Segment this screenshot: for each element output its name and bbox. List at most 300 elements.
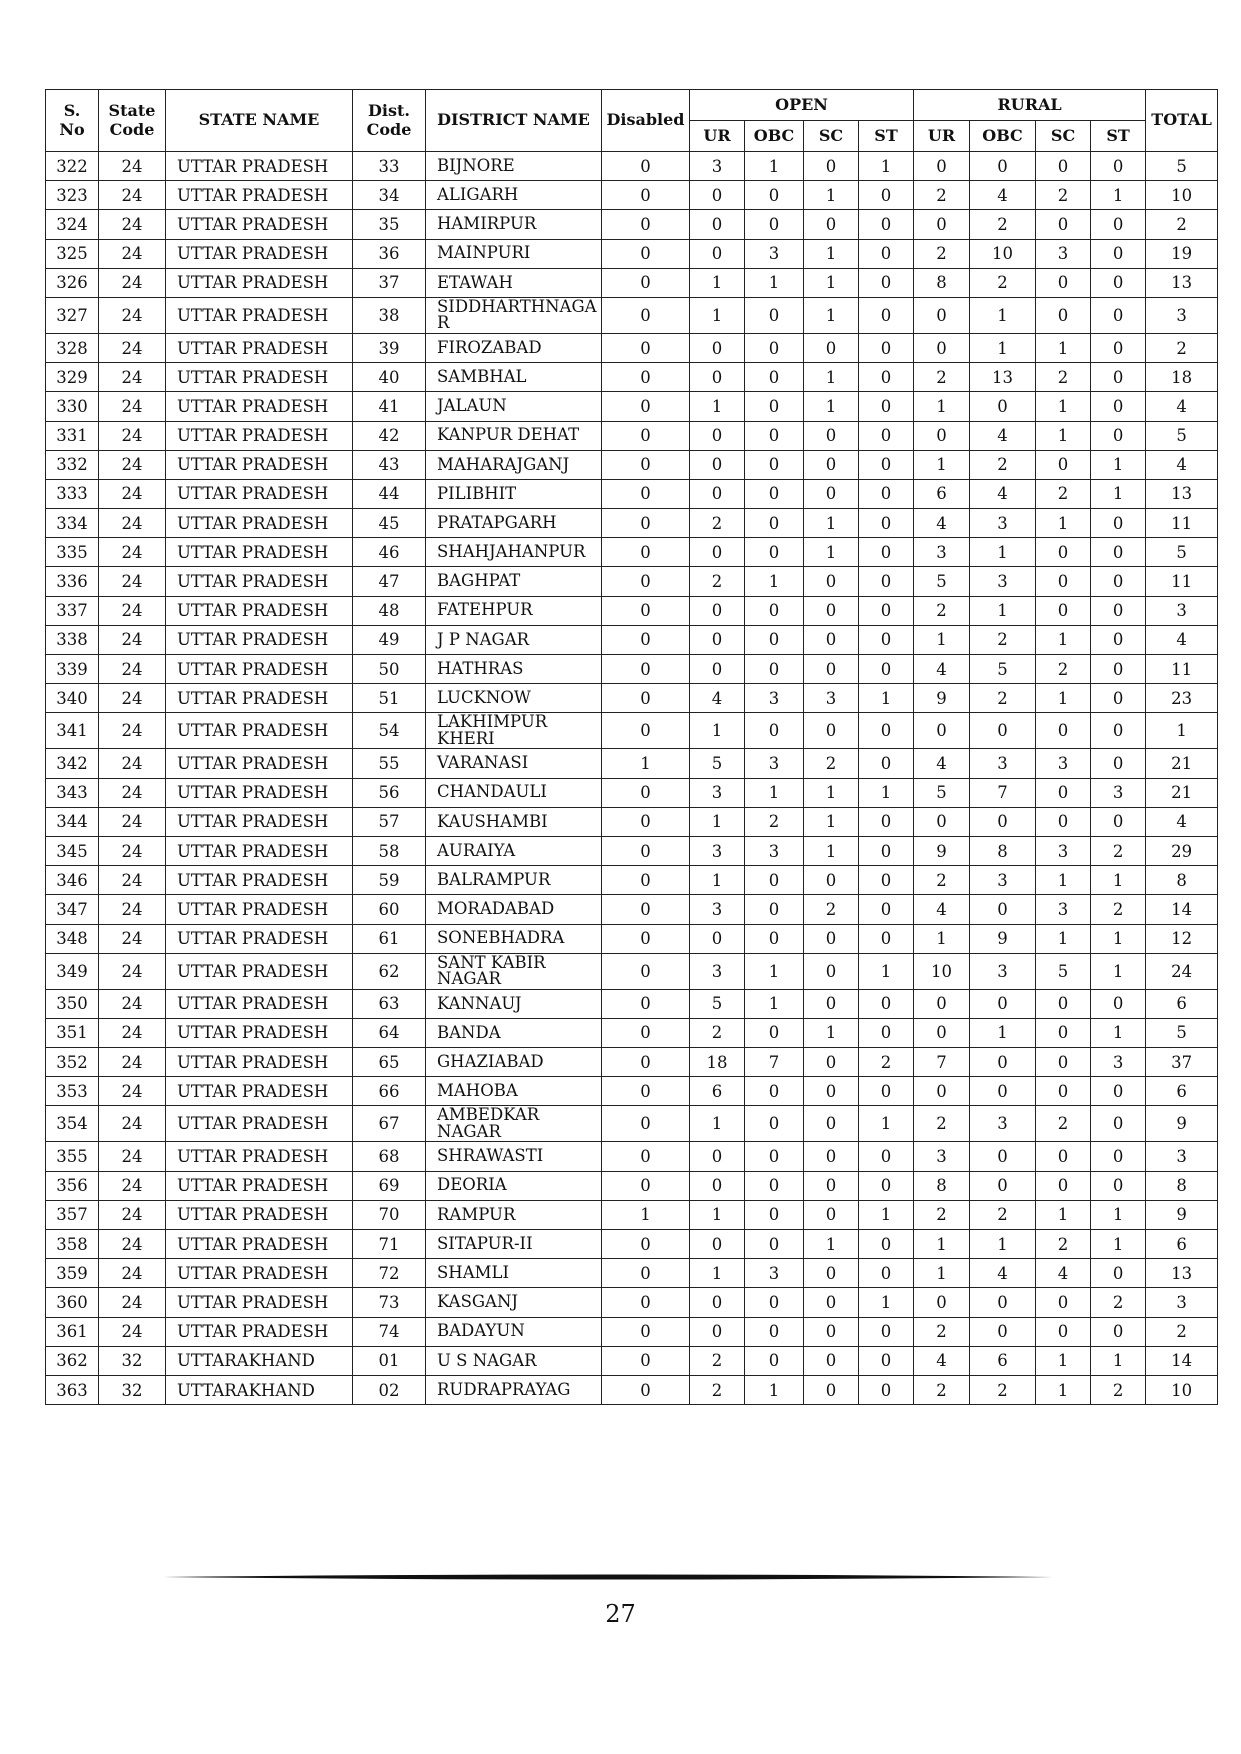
cell-dist-code: 38	[353, 297, 426, 333]
cell-state-code: 24	[99, 239, 166, 268]
cell-rural-ur: 10	[914, 953, 970, 989]
cell-rural-ur: 7	[914, 1048, 970, 1077]
cell-open-sc: 2	[804, 895, 859, 924]
cell-rural-obc: 1	[970, 333, 1036, 362]
cell-disabled: 1	[602, 1200, 690, 1229]
cell-dist-code: 41	[353, 392, 426, 421]
cell-state-name: UTTAR PRADESH	[166, 363, 353, 392]
cell-rural-ur: 0	[914, 1288, 970, 1317]
cell-disabled: 0	[602, 924, 690, 953]
cell-open-sc: 0	[804, 152, 859, 181]
cell-rural-st: 2	[1091, 836, 1146, 865]
cell-state-name: UTTAR PRADESH	[166, 392, 353, 421]
table-row	[46, 1200, 1218, 1229]
cell-open-ur: 3	[690, 895, 745, 924]
table-row	[46, 1048, 1218, 1077]
cell-open-obc: 0	[745, 1288, 804, 1317]
cell-rural-ur: 4	[914, 749, 970, 778]
cell-open-st: 1	[859, 1288, 914, 1317]
cell-rural-ur: 0	[914, 333, 970, 362]
cell-rural-sc: 0	[1036, 567, 1091, 596]
cell-state-code: 24	[99, 1200, 166, 1229]
cell-rural-obc: 0	[970, 989, 1036, 1018]
table-row	[46, 152, 1218, 181]
cell-disabled: 0	[602, 392, 690, 421]
cell-s-no: 335	[46, 538, 99, 567]
cell-rural-st: 0	[1091, 567, 1146, 596]
header-open: OPEN	[690, 90, 914, 121]
cell-total: 11	[1146, 655, 1218, 684]
district-seats-table	[45, 89, 1218, 1405]
cell-open-ur: 2	[690, 509, 745, 538]
cell-dist-code: 47	[353, 567, 426, 596]
cell-state-code: 24	[99, 953, 166, 989]
cell-open-obc: 0	[745, 421, 804, 450]
cell-rural-st: 0	[1091, 297, 1146, 333]
cell-open-obc: 0	[745, 713, 804, 749]
cell-open-obc: 0	[745, 509, 804, 538]
cell-rural-ur: 1	[914, 924, 970, 953]
cell-rural-ur: 1	[914, 1259, 970, 1288]
cell-rural-obc: 4	[970, 181, 1036, 210]
cell-rural-st: 1	[1091, 1018, 1146, 1047]
cell-open-ur: 5	[690, 749, 745, 778]
cell-rural-obc: 3	[970, 866, 1036, 895]
cell-district-name: BADAYUN	[426, 1317, 602, 1346]
cell-open-st: 2	[859, 1048, 914, 1077]
cell-s-no: 348	[46, 924, 99, 953]
cell-total: 10	[1146, 181, 1218, 210]
cell-rural-obc: 0	[970, 895, 1036, 924]
header-rural-ur: UR	[914, 121, 970, 152]
cell-rural-obc: 2	[970, 210, 1036, 239]
cell-open-sc: 0	[804, 1171, 859, 1200]
cell-open-ur: 0	[690, 181, 745, 210]
cell-open-st: 0	[859, 210, 914, 239]
cell-total: 3	[1146, 1288, 1218, 1317]
cell-open-sc: 1	[804, 297, 859, 333]
cell-state-name: UTTAR PRADESH	[166, 625, 353, 654]
table-row	[46, 807, 1218, 836]
cell-rural-st: 3	[1091, 778, 1146, 807]
cell-dist-code: 43	[353, 450, 426, 479]
cell-total: 8	[1146, 866, 1218, 895]
footer-divider	[163, 1574, 1053, 1580]
cell-open-ur: 0	[690, 450, 745, 479]
cell-state-code: 24	[99, 479, 166, 508]
cell-open-st: 0	[859, 1230, 914, 1259]
table-row	[46, 596, 1218, 625]
cell-open-obc: 0	[745, 333, 804, 362]
cell-state-code: 24	[99, 836, 166, 865]
cell-rural-ur: 4	[914, 1346, 970, 1375]
cell-open-ur: 1	[690, 1106, 745, 1142]
table-row	[46, 210, 1218, 239]
cell-rural-sc: 0	[1036, 210, 1091, 239]
cell-dist-code: 64	[353, 1018, 426, 1047]
cell-district-name: SHRAWASTI	[426, 1142, 602, 1171]
cell-open-sc: 1	[804, 807, 859, 836]
cell-open-sc: 0	[804, 421, 859, 450]
cell-dist-code: 57	[353, 807, 426, 836]
cell-open-st: 0	[859, 538, 914, 567]
cell-rural-obc: 3	[970, 749, 1036, 778]
cell-total: 9	[1146, 1200, 1218, 1229]
cell-rural-sc: 0	[1036, 713, 1091, 749]
cell-rural-ur: 4	[914, 509, 970, 538]
cell-state-name: UTTAR PRADESH	[166, 210, 353, 239]
cell-total: 14	[1146, 895, 1218, 924]
cell-open-obc: 0	[745, 924, 804, 953]
cell-rural-st: 0	[1091, 684, 1146, 713]
cell-dist-code: 56	[353, 778, 426, 807]
header-disabled: Disabled	[602, 90, 690, 152]
cell-disabled: 1	[602, 749, 690, 778]
cell-open-ur: 1	[690, 1200, 745, 1229]
cell-open-obc: 1	[745, 567, 804, 596]
cell-s-no: 349	[46, 953, 99, 989]
cell-disabled: 0	[602, 1317, 690, 1346]
table-row	[46, 1142, 1218, 1171]
table-row	[46, 1346, 1218, 1375]
cell-rural-st: 1	[1091, 953, 1146, 989]
cell-dist-code: 69	[353, 1171, 426, 1200]
cell-open-obc: 0	[745, 392, 804, 421]
cell-total: 14	[1146, 1346, 1218, 1375]
cell-rural-obc: 4	[970, 421, 1036, 450]
cell-open-obc: 3	[745, 836, 804, 865]
cell-total: 2	[1146, 333, 1218, 362]
cell-open-st: 0	[859, 421, 914, 450]
cell-open-st: 0	[859, 239, 914, 268]
cell-disabled: 0	[602, 655, 690, 684]
cell-state-name: UTTAR PRADESH	[166, 836, 353, 865]
cell-rural-sc: 1	[1036, 1200, 1091, 1229]
cell-state-code: 24	[99, 713, 166, 749]
cell-district-name: ALIGARH	[426, 181, 602, 210]
cell-district-name: RUDRAPRAYAG	[426, 1375, 602, 1404]
cell-rural-obc: 3	[970, 567, 1036, 596]
cell-open-st: 1	[859, 1106, 914, 1142]
table-row	[46, 1259, 1218, 1288]
cell-open-ur: 18	[690, 1048, 745, 1077]
cell-open-sc: 0	[804, 1142, 859, 1171]
cell-open-ur: 0	[690, 239, 745, 268]
cell-district-name: VARANASI	[426, 749, 602, 778]
cell-dist-code: 63	[353, 989, 426, 1018]
cell-rural-st: 0	[1091, 421, 1146, 450]
cell-disabled: 0	[602, 713, 690, 749]
cell-state-code: 24	[99, 363, 166, 392]
cell-rural-sc: 0	[1036, 297, 1091, 333]
cell-rural-obc: 2	[970, 268, 1036, 297]
cell-open-obc: 1	[745, 989, 804, 1018]
cell-dist-code: 70	[353, 1200, 426, 1229]
cell-district-name: CHANDAULI	[426, 778, 602, 807]
table-row	[46, 713, 1218, 749]
cell-open-sc: 1	[804, 363, 859, 392]
cell-disabled: 0	[602, 450, 690, 479]
cell-rural-st: 2	[1091, 1288, 1146, 1317]
table-row	[46, 1171, 1218, 1200]
cell-rural-obc: 3	[970, 953, 1036, 989]
header-total: TOTAL	[1146, 90, 1218, 152]
cell-rural-ur: 3	[914, 538, 970, 567]
cell-state-name: UTTAR PRADESH	[166, 749, 353, 778]
cell-total: 3	[1146, 1142, 1218, 1171]
cell-open-obc: 1	[745, 152, 804, 181]
cell-open-st: 0	[859, 333, 914, 362]
cell-rural-sc: 2	[1036, 363, 1091, 392]
cell-rural-sc: 0	[1036, 596, 1091, 625]
cell-rural-sc: 1	[1036, 392, 1091, 421]
cell-rural-ur: 1	[914, 450, 970, 479]
cell-open-ur: 5	[690, 989, 745, 1018]
cell-rural-obc: 4	[970, 479, 1036, 508]
cell-rural-st: 0	[1091, 392, 1146, 421]
table-row	[46, 778, 1218, 807]
cell-total: 8	[1146, 1171, 1218, 1200]
cell-rural-ur: 0	[914, 989, 970, 1018]
cell-total: 2	[1146, 1317, 1218, 1346]
cell-district-name: JALAUN	[426, 392, 602, 421]
cell-total: 24	[1146, 953, 1218, 989]
cell-state-code: 24	[99, 866, 166, 895]
header-rural-obc: OBC	[970, 121, 1036, 152]
cell-rural-sc: 1	[1036, 866, 1091, 895]
cell-dist-code: 45	[353, 509, 426, 538]
cell-state-name: UTTAR PRADESH	[166, 1317, 353, 1346]
cell-open-ur: 2	[690, 567, 745, 596]
cell-state-code: 24	[99, 152, 166, 181]
cell-open-sc: 2	[804, 749, 859, 778]
cell-dist-code: 36	[353, 239, 426, 268]
cell-district-name: BALRAMPUR	[426, 866, 602, 895]
header-open-st: ST	[859, 121, 914, 152]
cell-dist-code: 39	[353, 333, 426, 362]
cell-rural-obc: 0	[970, 1171, 1036, 1200]
cell-open-ur: 0	[690, 421, 745, 450]
cell-dist-code: 50	[353, 655, 426, 684]
cell-open-ur: 0	[690, 625, 745, 654]
cell-state-name: UTTAR PRADESH	[166, 713, 353, 749]
cell-disabled: 0	[602, 895, 690, 924]
cell-rural-ur: 2	[914, 866, 970, 895]
cell-state-code: 24	[99, 538, 166, 567]
cell-total: 23	[1146, 684, 1218, 713]
cell-rural-obc: 2	[970, 450, 1036, 479]
cell-rural-sc: 2	[1036, 1230, 1091, 1259]
cell-open-sc: 0	[804, 1048, 859, 1077]
cell-dist-code: 73	[353, 1288, 426, 1317]
cell-total: 37	[1146, 1048, 1218, 1077]
table-body	[46, 152, 1218, 1405]
cell-state-name: UTTAR PRADESH	[166, 421, 353, 450]
table-row	[46, 895, 1218, 924]
cell-disabled: 0	[602, 778, 690, 807]
cell-rural-obc: 0	[970, 1288, 1036, 1317]
cell-state-code: 24	[99, 1171, 166, 1200]
cell-open-obc: 2	[745, 807, 804, 836]
cell-open-obc: 0	[745, 1077, 804, 1106]
cell-rural-sc: 0	[1036, 1317, 1091, 1346]
cell-open-obc: 0	[745, 479, 804, 508]
cell-state-code: 24	[99, 1048, 166, 1077]
cell-open-st: 0	[859, 1375, 914, 1404]
cell-open-obc: 0	[745, 866, 804, 895]
cell-district-name: PILIBHIT	[426, 479, 602, 508]
cell-open-sc: 0	[804, 1106, 859, 1142]
table-row	[46, 1077, 1218, 1106]
cell-state-name: UTTARAKHAND	[166, 1375, 353, 1404]
cell-state-name: UTTAR PRADESH	[166, 152, 353, 181]
cell-rural-sc: 1	[1036, 1375, 1091, 1404]
header-state-code: State Code	[99, 90, 166, 152]
cell-rural-ur: 2	[914, 1375, 970, 1404]
cell-open-st: 1	[859, 152, 914, 181]
cell-rural-sc: 1	[1036, 1346, 1091, 1375]
cell-rural-st: 1	[1091, 1230, 1146, 1259]
cell-open-st: 0	[859, 297, 914, 333]
cell-open-st: 0	[859, 181, 914, 210]
cell-district-name: DEORIA	[426, 1171, 602, 1200]
cell-rural-obc: 1	[970, 538, 1036, 567]
cell-rural-sc: 0	[1036, 1077, 1091, 1106]
cell-dist-code: 49	[353, 625, 426, 654]
cell-total: 3	[1146, 297, 1218, 333]
cell-disabled: 0	[602, 181, 690, 210]
cell-s-no: 361	[46, 1317, 99, 1346]
cell-district-name: SHAMLI	[426, 1259, 602, 1288]
cell-open-ur: 0	[690, 333, 745, 362]
cell-rural-st: 1	[1091, 181, 1146, 210]
cell-rural-sc: 0	[1036, 778, 1091, 807]
cell-s-no: 362	[46, 1346, 99, 1375]
cell-rural-ur: 0	[914, 1018, 970, 1047]
cell-rural-obc: 2	[970, 1375, 1036, 1404]
cell-s-no: 343	[46, 778, 99, 807]
cell-rural-st: 0	[1091, 807, 1146, 836]
cell-dist-code: 02	[353, 1375, 426, 1404]
cell-rural-st: 0	[1091, 625, 1146, 654]
cell-rural-sc: 0	[1036, 1048, 1091, 1077]
cell-open-sc: 1	[804, 1230, 859, 1259]
cell-dist-code: 51	[353, 684, 426, 713]
cell-open-ur: 2	[690, 1018, 745, 1047]
cell-rural-st: 0	[1091, 239, 1146, 268]
cell-open-obc: 0	[745, 1200, 804, 1229]
cell-state-name: UTTAR PRADESH	[166, 778, 353, 807]
cell-total: 4	[1146, 807, 1218, 836]
cell-total: 9	[1146, 1106, 1218, 1142]
cell-open-st: 0	[859, 836, 914, 865]
cell-rural-ur: 0	[914, 152, 970, 181]
cell-state-name: UTTAR PRADESH	[166, 924, 353, 953]
cell-s-no: 329	[46, 363, 99, 392]
cell-open-st: 1	[859, 684, 914, 713]
cell-dist-code: 65	[353, 1048, 426, 1077]
cell-open-ur: 0	[690, 1171, 745, 1200]
table-row	[46, 924, 1218, 953]
cell-s-no: 341	[46, 713, 99, 749]
cell-total: 10	[1146, 1375, 1218, 1404]
cell-open-sc: 0	[804, 210, 859, 239]
cell-total: 6	[1146, 1077, 1218, 1106]
cell-rural-st: 0	[1091, 210, 1146, 239]
cell-rural-st: 0	[1091, 655, 1146, 684]
cell-state-code: 24	[99, 778, 166, 807]
cell-open-ur: 0	[690, 1317, 745, 1346]
cell-rural-sc: 0	[1036, 807, 1091, 836]
cell-rural-ur: 0	[914, 297, 970, 333]
cell-open-sc: 0	[804, 713, 859, 749]
cell-total: 11	[1146, 509, 1218, 538]
table-row	[46, 1018, 1218, 1047]
table-row	[46, 297, 1218, 333]
cell-rural-ur: 3	[914, 1142, 970, 1171]
cell-rural-ur: 2	[914, 239, 970, 268]
table-row	[46, 1288, 1218, 1317]
cell-district-name: SANT KABIR NAGAR	[426, 953, 602, 989]
cell-total: 19	[1146, 239, 1218, 268]
cell-s-no: 322	[46, 152, 99, 181]
cell-rural-ur: 1	[914, 625, 970, 654]
table-row	[46, 989, 1218, 1018]
cell-rural-ur: 2	[914, 181, 970, 210]
cell-disabled: 0	[602, 479, 690, 508]
cell-total: 2	[1146, 210, 1218, 239]
cell-state-name: UTTAR PRADESH	[166, 297, 353, 333]
cell-open-sc: 1	[804, 1018, 859, 1047]
cell-rural-sc: 1	[1036, 421, 1091, 450]
cell-rural-sc: 0	[1036, 538, 1091, 567]
cell-s-no: 352	[46, 1048, 99, 1077]
cell-rural-st: 0	[1091, 152, 1146, 181]
cell-total: 13	[1146, 479, 1218, 508]
cell-disabled: 0	[602, 807, 690, 836]
cell-total: 5	[1146, 421, 1218, 450]
cell-rural-sc: 3	[1036, 836, 1091, 865]
header-open-ur: UR	[690, 121, 745, 152]
cell-district-name: J P NAGAR	[426, 625, 602, 654]
cell-open-ur: 0	[690, 210, 745, 239]
cell-state-name: UTTAR PRADESH	[166, 567, 353, 596]
cell-rural-sc: 2	[1036, 181, 1091, 210]
cell-rural-sc: 0	[1036, 152, 1091, 181]
table-row	[46, 538, 1218, 567]
cell-open-sc: 1	[804, 181, 859, 210]
cell-state-name: UTTAR PRADESH	[166, 268, 353, 297]
cell-open-obc: 3	[745, 749, 804, 778]
cell-disabled: 0	[602, 268, 690, 297]
cell-rural-ur: 9	[914, 836, 970, 865]
cell-open-sc: 0	[804, 1077, 859, 1106]
cell-open-sc: 0	[804, 1200, 859, 1229]
cell-state-name: UTTAR PRADESH	[166, 1288, 353, 1317]
table-row	[46, 1375, 1218, 1404]
cell-state-code: 24	[99, 1142, 166, 1171]
cell-open-ur: 2	[690, 1375, 745, 1404]
cell-open-obc: 0	[745, 538, 804, 567]
cell-dist-code: 67	[353, 1106, 426, 1142]
table-row	[46, 392, 1218, 421]
cell-s-no: 351	[46, 1018, 99, 1047]
cell-state-name: UTTAR PRADESH	[166, 450, 353, 479]
cell-district-name: PRATAPGARH	[426, 509, 602, 538]
cell-s-no: 323	[46, 181, 99, 210]
cell-state-code: 24	[99, 1288, 166, 1317]
cell-s-no: 334	[46, 509, 99, 538]
